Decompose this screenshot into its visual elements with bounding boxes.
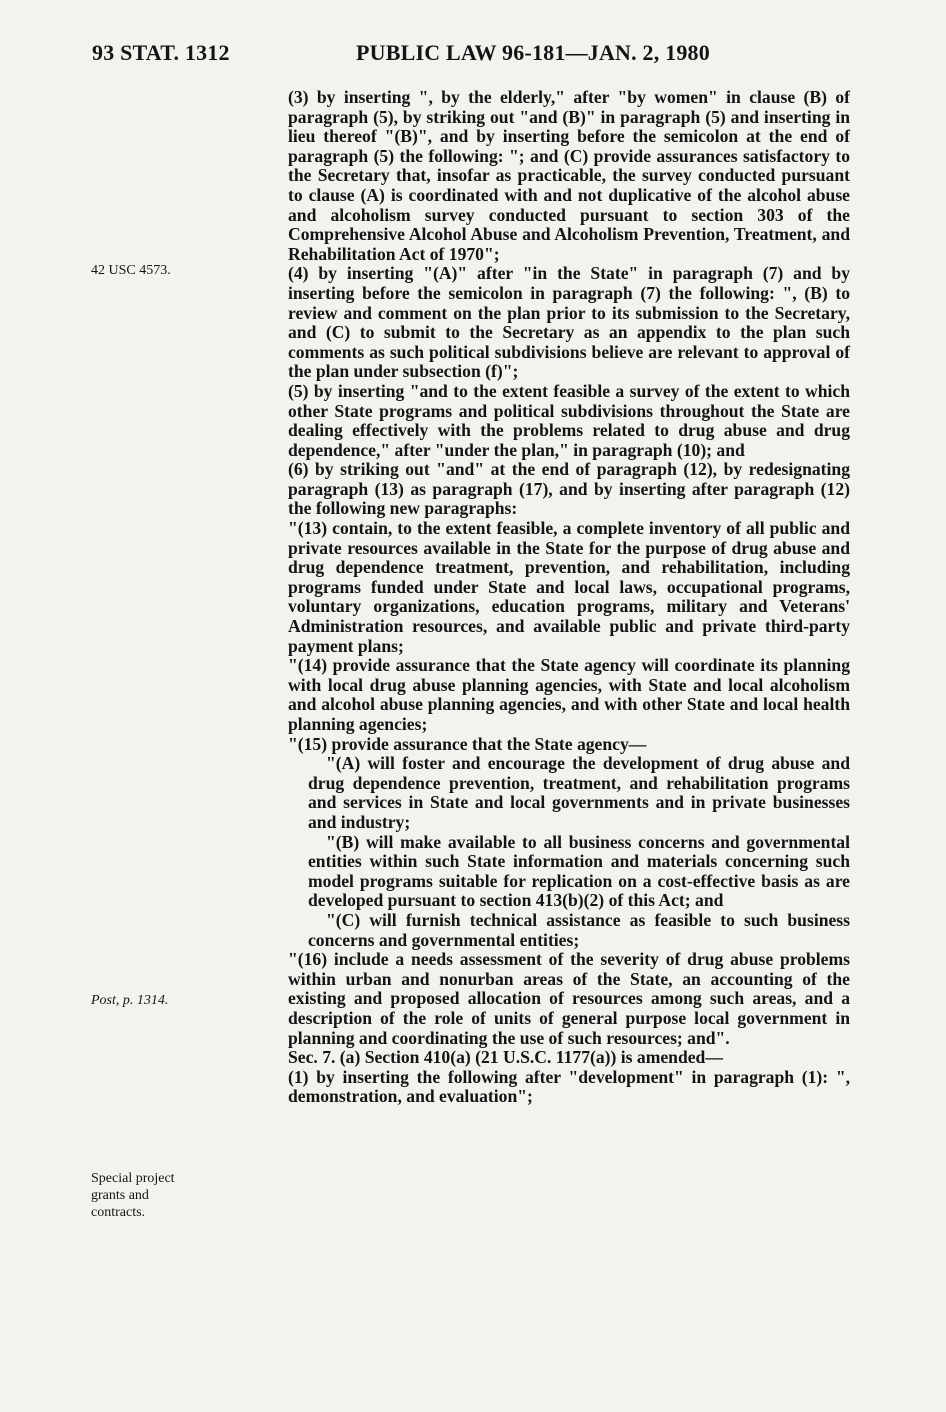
paragraph-5: (5) by inserting "and to the extent feasible a survey of the extent to which other State programs and political subdivisions throughout the State are dealing effectively with the problems related to drug abuse and drug dependence," after "under the plan," in paragraph (10); and xyxy=(288,380,850,460)
margin-note-post-reference: Post, p. 1314. xyxy=(91,993,169,1008)
paragraph-15: "(15) provide assurance that the State agency— xyxy=(288,733,647,754)
section-7-item-1: (1) by inserting the following after "development" in paragraph (1): ", demonstration, and evaluation"; xyxy=(288,1066,850,1107)
paragraph-3: (3) by inserting ", by the elderly," after "by women" in clause (B) of paragraph (5), by striking out "and (B)" in paragraph (5) and inserting in lieu thereof "(B)", and by inserting before the semicolon at the end of paragraph (5) the following: "; and (C) provide assurances satisfactory to the Secretary that, insofar as practicable, the survey conducted pursuant to clause (A) is coordinated with and not duplicative of the alcohol abuse and alcoholism survey conducted pursuant to section 303 of the Comprehensive Alcohol Abuse and Alcoholism Prevention, Treatment, and Rehabilitation Act of 1970"; xyxy=(288,87,850,264)
margin-note-special-project-grants: Special project grants and contracts. xyxy=(91,1171,175,1220)
statute-page-number: 93 STAT. 1312 xyxy=(92,40,230,65)
clause-15-b: "(B) will make available to all business concerns and governmental entities within such State information and materials concerning such model programs suitable for replication on a cost-effective basis as are developed pursuant to section 413(b)(2) of this Act; and xyxy=(308,831,850,911)
body-text xyxy=(288,88,850,1107)
paragraph-6: (6) by striking out "and" at the end of paragraph (12), by redesignating paragraph (13) as paragraph (17), and by inserting after paragraph (12) the following new paragraphs: xyxy=(288,459,850,519)
paragraph-14: "(14) provide assurance that the State agency will coordinate its planning with local drug abuse planning agencies, with State and local alcoholism and alcohol abuse planning agencies, and with other State and local health planning agencies; xyxy=(288,655,850,734)
clause-15-a: "(A) will foster and encourage the development of drug abuse and drug dependence prevention, treatment, and rehabilitation programs and services in State and local governments and in private businesses and industry; xyxy=(308,753,850,832)
margin-note-usc-4573: 42 USC 4573. xyxy=(91,263,171,278)
section-7-heading: Sec. 7. (a) Section 410(a) (21 U.S.C. 1177(a)) is amended— xyxy=(288,1047,723,1068)
paragraph-4: (4) by inserting "(A)" after "in the State" in paragraph (7) and by inserting before the semicolon in paragraph (7) the following: ", (B) to review and comment on the plan prior to its submission to the Secretary, and (C) to submit to the Secretary as an appendix to the plan such comments as such political subdivisions believe are relevant to approval of the plan under subsection (f)"; xyxy=(288,263,850,382)
paragraph-16: "(16) include a needs assessment of the severity of drug abuse problems within urban and nonurban areas of the State, an accounting of the existing and proposed allocation of resources among such areas, and a description of the role of units of general purpose local government in planning and coordinating the use of such resources; and". xyxy=(288,949,850,1048)
running-head xyxy=(92,40,852,70)
paragraph-13: "(13) contain, to the extent feasible, a complete inventory of all public and private resources available in the State for the purpose of drug abuse and drug dependence treatment, prevention, and rehabilitation, including programs funded under State and local laws, occupational programs, voluntary organizations, education programs, military and Veterans' Administration resources, and available public and private third-party payment plans; xyxy=(288,518,850,656)
clause-15-c: "(C) will furnish technical assistance as feasible to such business concerns and governmental entities; xyxy=(308,909,850,950)
law-title: PUBLIC LAW 96-181—JAN. 2, 1980 xyxy=(356,40,710,65)
